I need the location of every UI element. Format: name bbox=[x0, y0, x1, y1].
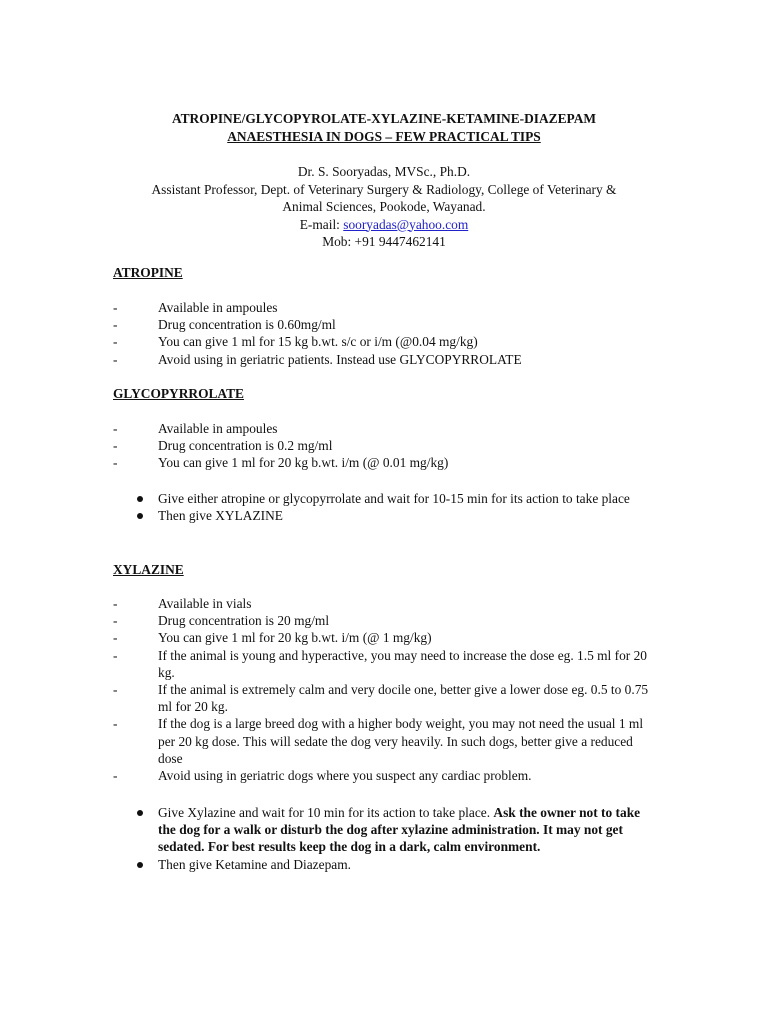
xylazine-list bbox=[113, 595, 653, 784]
author-name: Dr. S. Sooryadas, MVSc., Ph.D. bbox=[297, 164, 471, 179]
heading-xylazine: XYLAZINE bbox=[113, 562, 184, 577]
heading-glycopyrrolate: GLYCOPYRROLATE bbox=[113, 386, 244, 401]
xylazine-bullets bbox=[113, 804, 653, 873]
list-item: - You can give 1 ml for 15 kg b.wt. s/c or i/m (@0.04 mg/kg) bbox=[113, 333, 653, 350]
author-affiliation-2: Animal Sciences, Pookode, Wayanad. bbox=[282, 199, 486, 214]
author-mobile: Mob: +91 9447462141 bbox=[322, 234, 446, 249]
bullet-bold-text: Ask the owner not to take the dog for a walk or disturb the dog after xylazine administration. It may not get sedated. For best results keep the dog in a dark, calm environment. bbox=[158, 805, 641, 855]
bullet-item: Give either atropine or glycopyrrolate and wait for 10-15 min for its action to take place bbox=[113, 490, 653, 507]
list-item: - Avoid using in geriatric dogs where you suspect any cardiac problem. bbox=[113, 767, 653, 784]
list-item: - You can give 1 ml for 20 kg b.wt. i/m (@ 1 mg/kg) bbox=[113, 629, 653, 646]
atropine-list bbox=[113, 299, 653, 368]
list-item: - If the animal is young and hyperactive, you may need to increase the dose eg. 1.5 ml for 20 kg. bbox=[113, 647, 653, 681]
xylazine-bullets-wrap bbox=[113, 804, 653, 873]
list-item: - Drug concentration is 0.60mg/ml bbox=[113, 316, 653, 333]
email-link[interactable]: sooryadas@yahoo.com bbox=[343, 216, 469, 232]
bullet-item bbox=[113, 804, 653, 856]
author-info bbox=[110, 163, 658, 251]
section-glycopyrrolate bbox=[113, 385, 653, 402]
document-title bbox=[100, 110, 668, 145]
list-item: - Available in ampoules bbox=[113, 420, 653, 437]
author-affiliation-1: Assistant Professor, Dept. of Veterinary Surgery & Radiology, College of Veterinary & bbox=[151, 181, 617, 197]
bullet-text: Give Xylazine and wait for 10 min for its action to take place. bbox=[158, 805, 494, 820]
email-label: E-mail: bbox=[299, 216, 344, 232]
list-item: - Drug concentration is 20 mg/ml bbox=[113, 612, 653, 629]
list-item: - If the animal is extremely calm and very docile one, better give a lower dose eg. 0.5 to 0.75 ml for 20 kg. bbox=[113, 681, 653, 715]
section-xylazine bbox=[113, 561, 653, 578]
title-line-1: ATROPINE/GLYCOPYROLATE-XYLAZINE-KETAMINE-DIAZEPAM bbox=[171, 111, 597, 126]
list-item: - Available in ampoules bbox=[113, 299, 653, 316]
glycopyrrolate-list bbox=[113, 420, 653, 472]
list-item: - Available in vials bbox=[113, 595, 653, 612]
atropine-list-wrap bbox=[113, 299, 653, 368]
bullet-item: Then give Ketamine and Diazepam. bbox=[113, 856, 653, 873]
glycopyrrolate-bullets-wrap bbox=[113, 490, 653, 524]
list-item: - Drug concentration is 0.2 mg/ml bbox=[113, 437, 653, 454]
heading-atropine: ATROPINE bbox=[113, 265, 183, 280]
title-line-2: ANAESTHESIA IN DOGS – FEW PRACTICAL TIPS bbox=[227, 128, 541, 144]
section-atropine bbox=[113, 264, 653, 281]
bullet-item: Then give XYLAZINE bbox=[113, 507, 653, 524]
list-item: - Avoid using in geriatric patients. Instead use GLYCOPYRROLATE bbox=[113, 351, 653, 368]
list-item: - If the dog is a large breed dog with a higher body weight, you may not need the usual 1 ml per 20 kg dose. This will sedate the dog very heavily. In such dogs, better give a reduced dose bbox=[113, 715, 653, 767]
glycopyrrolate-bullets bbox=[113, 490, 653, 524]
glycopyrrolate-list-wrap bbox=[113, 420, 653, 472]
xylazine-list-wrap bbox=[113, 595, 653, 784]
list-item: - You can give 1 ml for 20 kg b.wt. i/m (@ 0.01 mg/kg) bbox=[113, 454, 653, 471]
author-email-line bbox=[110, 216, 658, 234]
